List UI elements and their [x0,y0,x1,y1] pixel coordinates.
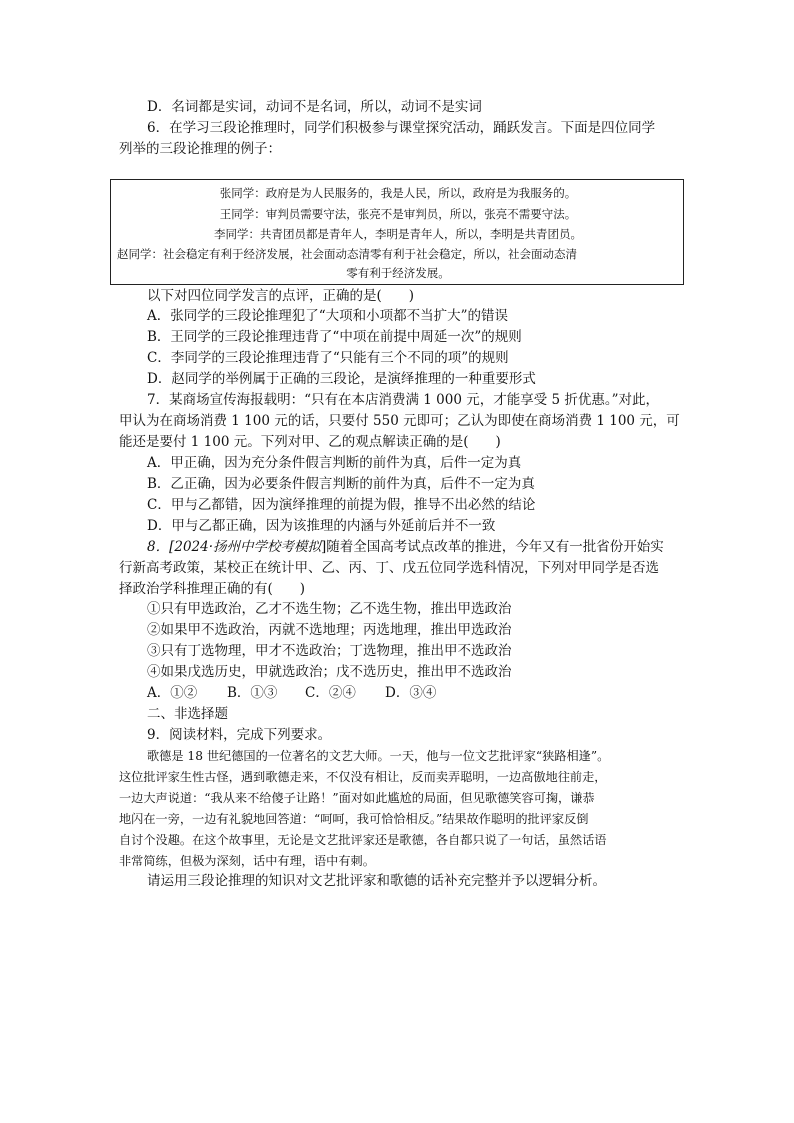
box-line-zhao-2: 零有利于经济发展。 [346,266,450,280]
q6-stem-line2: 列举的三段论推理的例子： [119,141,281,157]
q9-material-line2: 这位批评家生性古怪，遇到歌德走来，不仅没有相让，反而卖弄聪明，一边高傲地往前走， [119,770,607,784]
box-line-li: 李同学：共青团员都是青年人，李明是青年人，所以，李明是共青团员。 [214,227,582,241]
q9-material-line4: 地闪在一旁，一边有礼貌地回答道：“呵呵，我可恰恰相反。”结果故作聪明的批评家反倒 [119,812,589,826]
q7-stem-line1: 7．某商场宣传海报载明：“只有在本店消费满 1 000 元，才能享受 5 折优惠。”对此， [147,392,660,408]
q8-item-2: ②如果甲不选政治，丙就不选地理；丙选地理，推出甲选政治 [147,622,512,638]
q9-material-line1: 歌德是 18 世纪德国的一位著名的文艺大师。一天，他与一位文艺批评家“狭路相逢”。 [147,749,610,763]
section-title: 二、非选择题 [147,706,228,722]
q5-option-d: D．名词都是实词，动词不是名词，所以，动词不是实词 [147,99,482,115]
q8-stem-line1 [147,537,664,557]
q8-item-4: ④如果戊选历史，甲就选政治；戊不选历史，推出甲不选政治 [147,664,512,680]
q8-stem-rest: ]随着全国高考试点改革的推进，今年又有一批省份开始实 [321,539,664,555]
q6-option-d: D．赵同学的举例属于正确的三段论，是演绎推理的一种重要形式 [147,371,536,387]
q7-stem-line2: 甲认为在商场消费 1 100 元的话，只要付 550 元即可；乙认为即使在商场消费 1 100 元，可 [119,413,680,429]
q6-stem-line1: 6．在学习三段论推理时，同学们积极参与课堂探究活动，踊跃发言。下面是四位同学 [147,120,656,136]
q6-option-b: B．王同学的三段论推理违背了“中项在前提中周延一次”的规则 [147,329,522,345]
q8-stem-line2: 行新高考政策，某校正在统计甲、乙、丙、丁、戊五位同学选科情况，下列对甲同学是否选 [119,560,659,576]
q7-option-d: D．甲与乙都正确，因为该推理的内涵与外延前后并不一致 [147,518,496,534]
q8-source-tag: 8．[2024·扬州中学校考模拟 [147,539,322,555]
q9-stem: 9．阅读材料，完成下列要求。 [147,727,332,743]
q9-material-line5: 自讨个没趣。在这个故事里，无论是文艺批评家还是歌德，各自都只说了一句话，虽然话语 [119,833,607,847]
q8-item-1: ①只有甲选政治，乙才不选生物；乙不选生物，推出甲选政治 [147,601,512,617]
q6-option-a: A．张同学的三段论推理犯了“大项和小项都不当扩大”的错误 [147,308,509,324]
q8-choice-d: D．③④ [385,685,437,701]
q6-example-box [110,179,684,285]
box-line-zhang: 张同学：政府是为人民服务的，我是人民，所以，政府是为我服务的。 [219,186,577,200]
q7-option-c: C．甲与乙都错，因为演绎推理的前提为假，推导不出必然的结论 [147,497,536,513]
q8-choice-b: B．①③ [227,685,278,701]
q6-question: 以下对四位同学发言的点评，正确的是( ) [147,288,415,304]
box-line-zhao-1: 赵同学：社会稳定有利于经济发展，社会面动态清零有利于社会稳定，所以，社会面动态清 [117,247,577,261]
q8-stem-line3: 择政治学科推理正确的有( ) [119,581,306,597]
q8-item-3: ③只有丁选物理，甲才不选政治；丁选物理，推出甲不选政治 [147,643,512,659]
q9-material-line3: 一边大声说道：“我从来不给傻子让路！”面对如此尴尬的局面，但见歌德笑容可掬，谦恭 [119,791,595,805]
q7-option-b: B．乙正确，因为必要条件假言判断的前件为真，后件不一定为真 [147,476,535,492]
q8-choice-c: C．②④ [305,685,356,701]
box-line-wang: 王同学：审判员需要守法，张亮不是审判员，所以，张亮不需要守法。 [219,207,577,221]
q8-choice-a: A．①② [147,685,198,701]
q7-option-a: A．甲正确，因为充分条件假言判断的前件为真，后件一定为真 [147,455,522,471]
q7-stem-line3: 能还是要付 1 100 元。下列对甲、乙的观点解读正确的是( ) [119,434,501,450]
q9-requirement: 请运用三段论推理的知识对文艺批评家和歌德的话补充完整并予以逻辑分析。 [147,873,606,889]
q6-option-c: C．李同学的三段论推理违背了“只能有三个不同的项”的规则 [147,350,509,366]
q9-material-line6: 非常简练，但极为深刻，话中有理，语中有刺。 [119,854,375,868]
q8-choices [147,683,436,703]
